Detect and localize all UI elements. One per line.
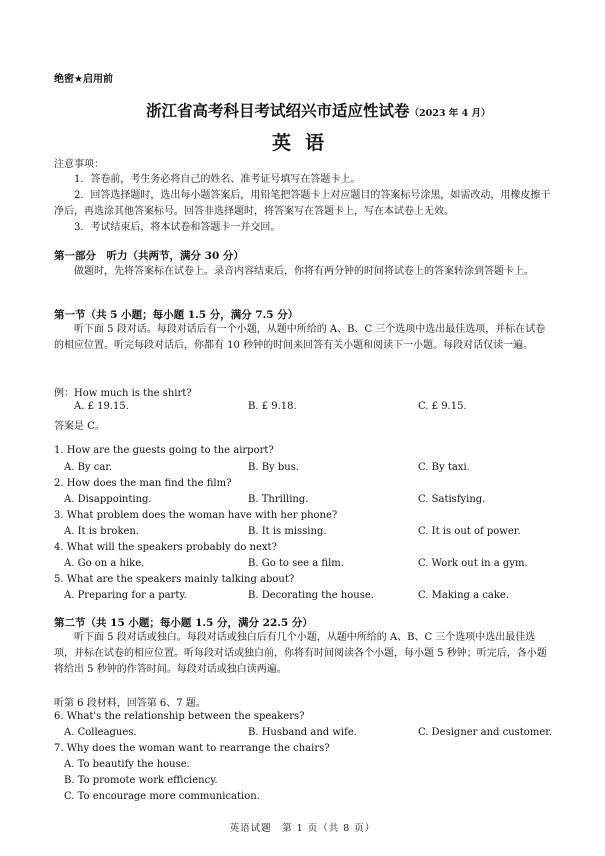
question-1: 1. How are the guests going to the airport? <box>54 445 274 456</box>
q7-option-c: C. To encourage more communication. <box>64 791 260 802</box>
example-option-b: B. £ 9.18. <box>248 401 297 412</box>
q3-option-a: A. It is broken. <box>64 526 140 537</box>
q3-option-b: B. It is missing. <box>248 526 327 537</box>
part1-heading: 第一部分 听力（共两节，满分 30 分） <box>54 250 244 262</box>
q2-option-b: B. Thrilling. <box>248 494 309 505</box>
q5-option-b: B. Decorating the house. <box>248 590 374 601</box>
q2-option-c: C. Satisfying. <box>418 494 486 505</box>
question-3: 3. What problem does the woman have with her phone? <box>54 510 338 521</box>
confidential-label: 绝密★启用前 <box>54 74 113 85</box>
example-option-a: A. £ 19.15. <box>74 401 129 412</box>
section2-heading: 第二节（共 15 小题；每小题 1.5 分，满分 22.5 分） <box>54 617 313 629</box>
q1-option-a: A. By car. <box>64 462 113 473</box>
example-option-c: C. £ 9.15. <box>418 401 467 412</box>
exam-title <box>146 99 491 121</box>
q5-option-a: A. Preparing for a party. <box>64 590 187 601</box>
question-4: 4. What will the speakers probably do next? <box>54 542 277 553</box>
q6-option-c: C. Designer and customer. <box>418 727 553 738</box>
exam-title-text: 浙江省高考科目考试绍兴市适应性试卷 <box>146 101 410 120</box>
q6-option-b: B. Husband and wife. <box>248 727 357 738</box>
q2-option-a: A. Disappointing. <box>64 494 152 505</box>
note-item-3: 3．考试结束后，将本试卷和答题卡一并交回。 <box>74 222 281 233</box>
note-item-1: 1．答卷前，考生务必将自己的姓名、准考证号填写在答题卡上。 <box>74 174 361 185</box>
note-item-2: 2．回答选择题时，选出每小题答案后，用铅笔把答题卡上对应题目的答案标号涂黑，如需改动，用橡皮擦干净后，再选涂其他答案标号。回答非选择题时，将答案写在答题卡上，写在本试卷上无效。 <box>54 190 551 217</box>
q1-option-b: B. By bus. <box>248 462 300 473</box>
part1-intro: 做题时，先将答案标在试卷上。录音内容结束后，你将有两分钟的时间将试卷上的答案转涂到答题卡上。 <box>74 266 534 277</box>
example-answer: 答案是 C。 <box>54 421 105 432</box>
question-6: 6. What's the relationship between the speakers? <box>54 711 305 722</box>
q3-option-c: C. It is out of power. <box>418 526 521 537</box>
q1-option-c: C. By taxi. <box>418 462 470 473</box>
question-2: 2. How does the man find the film? <box>54 478 232 489</box>
q4-option-a: A. Go on a hike. <box>64 558 145 569</box>
q4-option-b: B. Go to see a film. <box>248 558 344 569</box>
exam-date: （2023 年 4 月） <box>409 108 491 119</box>
q5-option-c: C. Making a cake. <box>418 590 509 601</box>
question-7: 7. Why does the woman want to rearrange the chairs? <box>54 743 330 754</box>
example-question: 例：How much is the shirt? <box>54 388 192 399</box>
section2-intro: 听下面 5 段对话或独白。每段对话或独白后有几个小题，从题中所给的 A、B、C 三个选项中选出最佳选项，并标在试卷的相应位置。听每段对话或独白前，你将有时间阅读各个小题，每小题 5 秒钟；听完后，各小题将给出 5 秒钟的作答时间。每段对话或独白读两遍。 <box>54 632 547 675</box>
material-6-instruction: 听第 6 段材料，回答第 6、7 题。 <box>54 698 206 709</box>
subject-heading: 英语 <box>272 132 339 154</box>
q6-option-a: A. Colleagues. <box>64 727 137 738</box>
page-footer: 英语试题 第 1 页（共 8 页） <box>229 823 376 834</box>
q4-option-c: C. Work out in a gym. <box>418 558 528 569</box>
question-5: 5. What are the speakers mainly talking about? <box>54 574 295 585</box>
section1-intro: 听下面 5 段对话。每段对话后有一个小题，从题中所给的 A、B、C 三个选项中选出最佳选项，并标在试卷的相应位置。听完每段对话后，你都有 10 秒钟的时间来回答有关小题和阅读下一小题。每段对话仅读一遍。 <box>54 324 546 351</box>
q7-option-a: A. To beautify the house. <box>64 759 190 770</box>
q7-option-b: B. To promote work efficiency. <box>64 775 218 786</box>
section1-heading: 第一节（共 5 小题；每小题 1.5 分，满分 7.5 分） <box>54 309 299 321</box>
notes-heading: 注意事项： <box>54 159 104 170</box>
